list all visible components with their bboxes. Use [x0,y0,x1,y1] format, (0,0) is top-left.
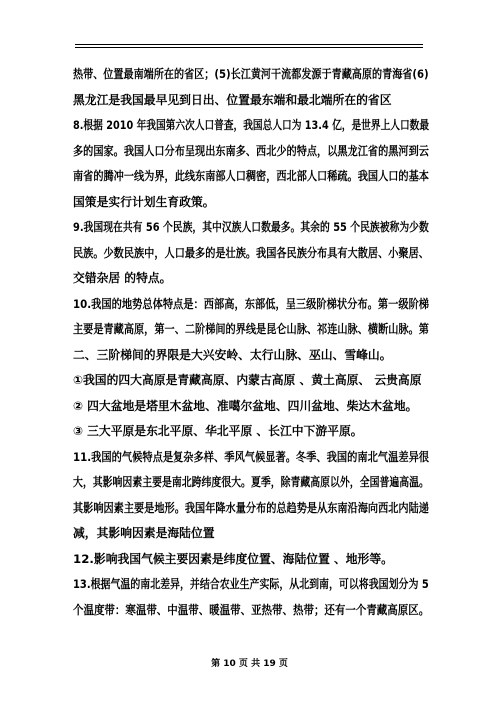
text-line: 国策是实行计划生育政策。 [73,194,215,209]
text-line: 大，其影响因素主要是南北跨纬度很大。夏季，除青藏高原以外，全国普遍高温。 [73,475,429,489]
page-number-footer: 第 10 页 共 19 页 [211,659,288,669]
text-line: 减，其影响因素是海陆位置 [73,526,215,540]
text-line: ② 四大盆地是塔里木盆地、准噶尔盆地、四川盆地、柴达木盆地。 [73,398,418,413]
text-line: 黑龙江是我国最早见到日出、位置最东端和最北端所在的省区 [73,92,392,107]
text-line: ①我国的四大高原是青藏高原、内蒙古高原 、黄土高原、 云贵高原 [73,373,422,387]
text-line: 热带、位置最南端所在的省区；(5)长江黄河干流都发源于青藏高原的青海省(6) [73,67,429,81]
header-rule-top [75,44,423,45]
text-line: 10.我国的地势总体特点是：西部高，东部低，呈三级阶梯状分布。第一级阶梯 [73,296,430,311]
text-line: 二、三阶梯间的界限是大兴安岭、太行山脉、巫山、雪峰山。 [73,347,392,362]
text-line: 民族。少数民族中，人口最多的是壮族。我国各民族分布具有大散居、小聚居、 [73,245,429,260]
text-line: 11.我国的气候特点是复杂多样、季风气候显著。冬季、我国的南北气温差异很 [73,449,430,464]
text-line: 12.影响我国气候主要因素是纬度位置、海陆位置 、地形等。 [73,551,393,566]
document-body [73,62,429,623]
text-line: ③ 三大平原是东北平原、华北平原 、长江中下游平原。 [73,424,363,438]
text-line: 个温度带：寒温带、中温带、暖温带、亚热带、热带；还有一个青藏高原区。 [73,602,430,617]
text-line: 9.我国现在共有 56 个民族，其中汉族人口数最多。其余的 55 个民族被称为少数 [73,220,429,234]
text-line: 8.根据 2010 年我国第六次人口普查，我国总人口为 13.4 亿，是世界上人口数最 [73,118,430,132]
text-line: 主要是青藏高原，第一、二阶梯间的界线是昆仑山脉、祁连山脉、横断山脉。第 [73,322,429,336]
text-line: 13.根据气温的南北差异，并结合农业生产实际，从北到南，可以将我国划分为 5 [73,577,429,591]
text-line: 其影响因素主要是地形。我国年降水量分布的总趋势是从东南沿海向西北内陆递 [73,500,429,515]
text-line: 南省的腾冲一线为界，此线东南部人口稠密，西北部人口稀疏。我国人口的基本 [73,169,429,183]
text-line: 交错杂居 的特点。 [73,271,172,285]
header-rule-bottom [75,47,423,48]
text-line: 多的国家。我国人口分布呈现出东南多、西北少的特点，以黑龙江省的黑河到云 [73,143,429,158]
